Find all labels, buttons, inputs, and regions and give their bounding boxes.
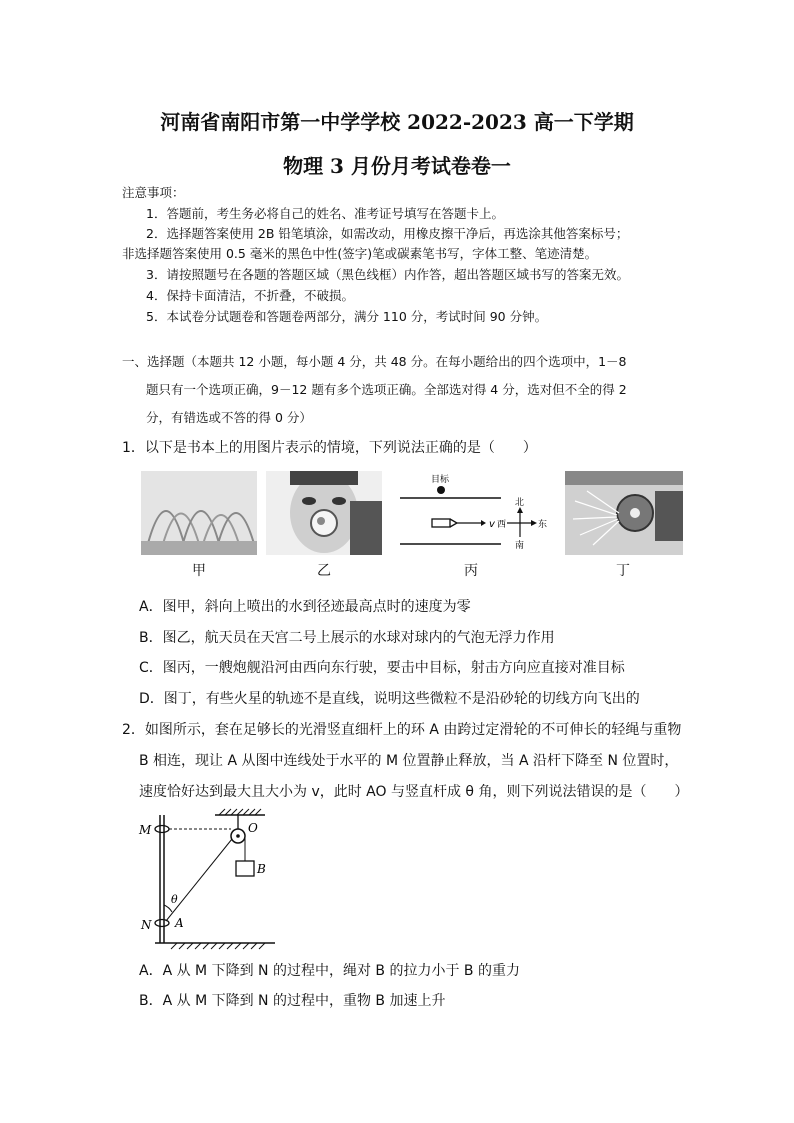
caption-jia: 甲 bbox=[192, 563, 206, 579]
svg-text:B: B bbox=[257, 862, 266, 876]
caption-ding: 丁 bbox=[616, 563, 630, 579]
section-line-3: 分，有错选或不答的得 0 分） bbox=[146, 410, 312, 425]
q1-option-b: B．图乙，航天员在天宫二号上展示的水球对球内的气泡无浮力作用 bbox=[139, 630, 555, 646]
section-line-1: 一、选择题（本题共 12 小题，每小题 4 分，共 48 分。在每小题给出的四个选项中，1－8 bbox=[122, 354, 627, 369]
notice-item: 1．答题前，考生务必将自己的姓名、准考证号填写在答题卡上。 bbox=[146, 206, 504, 221]
caption-yi: 乙 bbox=[317, 563, 331, 579]
svg-text:南: 南 bbox=[515, 541, 525, 551]
q1-stem: 1．以下是书本上的用图片表示的情境，下列说法正确的是（ ） bbox=[122, 440, 537, 456]
svg-text:θ: θ bbox=[171, 893, 178, 906]
grinding-wheel-photo bbox=[565, 471, 683, 555]
svg-text:北: 北 bbox=[515, 498, 525, 508]
caption-bing: 丙 bbox=[464, 563, 478, 579]
astronaut-photo bbox=[266, 471, 382, 555]
title-line-2: 物理 3 月份月考试卷卷一 bbox=[283, 154, 511, 178]
q2-stem-line-2: B 相连，现让 A 从图中连线处于水平的 M 位置静止释放，当 A 沿杆下降至 N 位置时， bbox=[139, 753, 679, 769]
svg-text:N: N bbox=[141, 918, 152, 932]
notice-item: 非选择题答案使用 0.5 毫米的黑色中性(签字)笔或碳素笔书写，字体工整、笔迹清楚。 bbox=[122, 246, 598, 261]
gunboat-diagram bbox=[397, 471, 557, 555]
svg-text:西: 西 bbox=[497, 520, 507, 530]
q2-stem-line-3: 速度恰好达到最大且大小为 v，此时 AO 与竖直杆成 θ 角，则下列说法错误的是（ ） bbox=[139, 784, 689, 800]
q1-option-c: C．图丙，一艘炮舰沿河由西向东行驶，要击中目标，射击方向应直接对准目标 bbox=[139, 660, 625, 676]
q2-option-a: A．A 从 M 下降到 N 的过程中，绳对 B 的拉力小于 B 的重力 bbox=[139, 963, 520, 979]
q1-option-d: D．图丁，有些火星的轨迹不是直线，说明这些微粒不是沿砂轮的切线方向飞出的 bbox=[139, 691, 640, 707]
svg-text:v: v bbox=[489, 519, 495, 530]
pulley-diagram bbox=[135, 805, 285, 950]
svg-text:东: 东 bbox=[538, 520, 548, 530]
q2-stem-line-1: 2．如图所示，套在足够长的光滑竖直细杆上的环 A 由跨过定滑轮的不可伸长的轻绳与重物 bbox=[122, 722, 682, 738]
target-label: 目标 bbox=[431, 475, 450, 485]
q1-option-a: A．图甲，斜向上喷出的水到径迹最高点时的速度为零 bbox=[139, 599, 471, 615]
q2-option-b: B．A 从 M 下降到 N 的过程中，重物 B 加速上升 bbox=[139, 993, 446, 1009]
title-line-1: 河南省南阳市第一中学学校 2022-2023 高一下学期 bbox=[160, 110, 634, 134]
notice-item: 2．选择题答案使用 2B 铅笔填涂，如需改动，用橡皮擦干净后，再选涂其他答案标号； bbox=[146, 226, 629, 241]
section-line-2: 题只有一个选项正确，9－12 题有多个选项正确。全部选对得 4 分，选对但不全的得 2 bbox=[146, 382, 627, 397]
svg-text:O: O bbox=[248, 821, 258, 835]
notice-item: 4．保持卡面清洁，不折叠，不破损。 bbox=[146, 288, 354, 303]
svg-text:M: M bbox=[139, 823, 152, 837]
notice-item: 3．请按照题号在各题的答题区域（黑色线框）内作答，超出答题区域书写的答案无效。 bbox=[146, 267, 629, 282]
fountain-photo bbox=[141, 471, 257, 555]
svg-text:A: A bbox=[175, 916, 184, 930]
notice-item: 5．本试卷分试题卷和答题卷两部分，满分 110 分，考试时间 90 分钟。 bbox=[146, 309, 548, 324]
notice-heading: 注意事项： bbox=[122, 185, 185, 200]
